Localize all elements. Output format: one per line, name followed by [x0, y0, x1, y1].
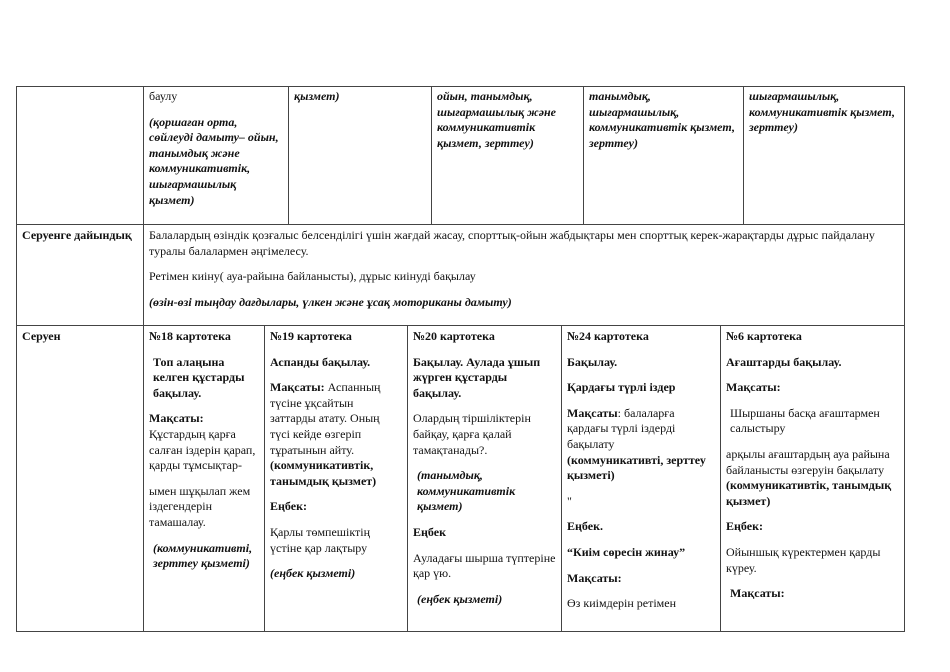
- card-aim: [149, 411, 259, 473]
- row1-note: шығармашылық, коммуникативтік қызмет, зерттеу): [749, 89, 895, 135]
- card-subtitle: Аспанды бақылау.: [270, 354, 371, 369]
- aim-note: (коммуникативті, зерттеу қызметі): [567, 452, 706, 483]
- card-aim: [270, 380, 402, 489]
- work-text: Ауладағы шырша түптеріне қар үю.: [413, 550, 556, 581]
- card-note: (танымдық, коммуникативтік қызмет): [417, 468, 516, 514]
- aim-label: Мақсаты:: [149, 411, 204, 426]
- row-divider: [16, 325, 905, 326]
- plan-table: [16, 86, 905, 632]
- card-note: (коммуникативті, зерттеу қызметі): [153, 540, 253, 571]
- card-title: №18 картотека: [149, 329, 231, 343]
- card-text-2: арқылы ағаштардың ауа райына байланысты өзгеруін бақылату: [726, 446, 890, 477]
- work-label: Еңбек:: [270, 499, 307, 514]
- aim-text: Құстардың қарға салған іздерін қарап, қарды тұмсықтар-: [149, 426, 256, 473]
- row3-label: Серуен: [22, 329, 61, 343]
- row1-note: ойын, танымдық, шығармашылық және коммуникативтік қызмет, зерттеу): [437, 89, 557, 150]
- work-label: Еңбек.: [567, 519, 603, 534]
- row2-content: [144, 226, 904, 325]
- card-aim: [567, 406, 715, 484]
- aim2-label: Мақсаты:: [567, 570, 622, 585]
- row-divider: [16, 224, 905, 225]
- work-note: (еңбек қызметі): [270, 566, 356, 581]
- work-text: Ойыншық күректермен қарды күреу.: [726, 544, 881, 575]
- card-text: Олардың тіршіліктерін байқау, қарға қалай тамақтанады?.: [413, 411, 531, 457]
- row2-text: Балалардың өзіндік қозғалыс белсенділігі үшін жағдай жасау, спорттық-ойын жабдықтары мен спорттық керек-жарақтарды дұрыс пайдалану туралы балалармен әңгімелесу.: [149, 228, 875, 258]
- row1-note: қызмет): [294, 89, 340, 103]
- row1-col5: [744, 87, 904, 224]
- card-text: [726, 447, 899, 509]
- aim2-label: Мақсаты:: [730, 586, 785, 601]
- walk-card-18: [144, 327, 264, 631]
- card-text: ымен шұқылап жем іздегендерін тамашалау.: [149, 483, 251, 529]
- card-subtitle: Топ алаңына келген құстарды бақылау.: [153, 354, 245, 400]
- card-topic: Қардағы түрлі іздер: [567, 380, 676, 395]
- work-label: Еңбек:: [726, 519, 763, 534]
- aim-text: Шыршаны басқа ағаштармен салыстыру: [730, 405, 880, 436]
- row1-col1: [144, 87, 288, 224]
- work-note: (еңбек қызметі): [417, 591, 503, 606]
- row1-note: (қоршаған орта, сөйлеуді дамыту– ойын, танымдық және коммуникативтік, шығармашылық қызмет): [149, 114, 279, 207]
- row-divider: [16, 631, 905, 632]
- walk-card-24: [562, 327, 720, 631]
- row1-col3: [432, 87, 583, 224]
- work-text: Қарлы төмпешіктің үстіне қар лақтыру: [270, 524, 371, 555]
- aim-label: Мақсаты: [567, 405, 618, 420]
- aim-text: Аспанның түсіне ұқсайтын заттарды атату. Оның түсі кейде өзгеріп тұратынын айту.: [270, 380, 381, 457]
- col-divider: [16, 86, 17, 632]
- row1-col4: [584, 87, 743, 224]
- row1-col2: [289, 87, 431, 224]
- row2-note: (өзін-өзі тыңдау дағдылары, үлкен және ұсақ моториканы дамыту): [149, 294, 512, 309]
- card-subtitle: Бақылау. Аулада ұшып жүрген құстарды бақылау.: [413, 354, 541, 400]
- aim-label: Мақсаты:: [270, 380, 325, 395]
- walk-card-6: [721, 327, 904, 631]
- card-title: №6 картотека: [726, 329, 802, 343]
- walk-card-19: [265, 327, 407, 631]
- quote-mark: ": [567, 493, 572, 508]
- card-title: №19 картотека: [270, 329, 352, 343]
- col-divider: [904, 86, 905, 632]
- aim2-text: Өз киімдерін ретімен: [567, 596, 677, 611]
- row2-label: Серуенге дайындық: [22, 228, 132, 242]
- work-title: “Киім сөресін жинау”: [567, 544, 686, 559]
- card-note: (коммуникативтік, танымдық қызмет): [726, 478, 892, 508]
- card-title: №24 картотека: [567, 329, 649, 343]
- row2-text: Ретімен киіну( ауа-райына байланысты), дұрыс киінуді бақылау: [149, 269, 476, 284]
- card-title: №20 картотека: [413, 329, 495, 343]
- aim-text: : балаларға қардағы түрлі іздерді бақылату: [567, 405, 676, 451]
- walk-card-20: [408, 327, 561, 631]
- card-subtitle: Бақылау.: [567, 354, 618, 369]
- card-subtitle: Ағаштарды бақылау.: [726, 354, 842, 369]
- work-label: Еңбек: [413, 524, 446, 539]
- aim-label: Мақсаты:: [726, 380, 781, 395]
- row1-text: баулу: [149, 89, 178, 103]
- aim-note: (коммуникативтік, танымдық қызмет): [270, 458, 377, 488]
- row1-note: танымдық, шығармашылық, коммуникативтік қызмет, зерттеу): [589, 89, 735, 150]
